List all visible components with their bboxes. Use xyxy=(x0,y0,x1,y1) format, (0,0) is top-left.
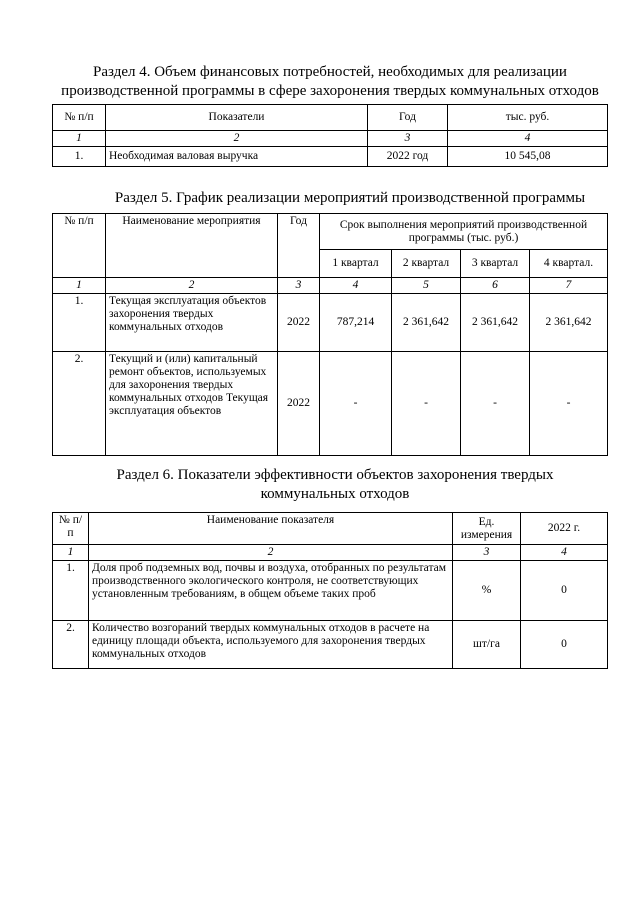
col-number: 6 xyxy=(461,278,530,294)
row-value: 0 xyxy=(521,561,608,621)
numbering-row xyxy=(53,545,608,561)
numbering-row xyxy=(53,131,608,147)
table-row xyxy=(53,294,608,352)
row-name: Доля проб подземных вод, почвы и воздуха, отобранных по результатам производственного экологического контроля, не соответствующих установленным требованиям, в общем объеме таких проб xyxy=(89,561,453,621)
section6-title: Раздел 6. Показатели эффективности объектов захоронения твердых коммунальных отходов xyxy=(116,467,554,502)
row-q2: - xyxy=(392,352,461,456)
table-row xyxy=(53,561,608,621)
table-header-row xyxy=(53,105,608,131)
header-indicator-name: Наименование показателя xyxy=(89,513,453,545)
section6-table xyxy=(52,512,608,669)
table-row xyxy=(53,621,608,669)
header-q3: 3 квартал xyxy=(461,250,530,278)
header-year: 2022 г. xyxy=(521,513,608,545)
col-number: 1 xyxy=(53,545,89,561)
row-value: 10 545,08 xyxy=(448,147,608,167)
row-num: 2. xyxy=(53,352,106,456)
row-year: 2022 xyxy=(278,352,320,456)
col-number: 4 xyxy=(320,278,392,294)
col-number: 3 xyxy=(453,545,521,561)
section5-table xyxy=(52,213,608,456)
col-number: 1 xyxy=(53,278,106,294)
row-name: Количество возгораний твердых коммунальных отходов в расчете на единицу площади объекта, используемого для захоронения твердых коммунальных отходов xyxy=(89,621,453,669)
row-q1: 787,214 xyxy=(320,294,392,352)
col-number: 1 xyxy=(53,131,106,147)
table-header-row xyxy=(53,513,608,545)
table-row xyxy=(53,147,608,167)
header-event-name: Наименование мероприятия xyxy=(106,214,278,278)
header-unit: Ед. измерения xyxy=(453,513,521,545)
header-value: тыс. руб. xyxy=(448,105,608,131)
col-number: 5 xyxy=(392,278,461,294)
section5-title: Раздел 5. График реализации мероприятий производственной программы xyxy=(114,190,586,206)
col-number: 3 xyxy=(278,278,320,294)
header-num: № п/п xyxy=(53,214,106,278)
header-num: № п/п xyxy=(53,105,106,131)
header-q1: 1 квартал xyxy=(320,250,392,278)
row-q3: 2 361,642 xyxy=(461,294,530,352)
row-unit: шт/га xyxy=(453,621,521,669)
header-q2: 2 квартал xyxy=(392,250,461,278)
row-name: Текущий и (или) капитальный ремонт объектов, используемых для захоронения твердых коммунальных отходов Текущая эксплуатация объектов xyxy=(106,352,278,456)
col-number: 2 xyxy=(106,131,368,147)
row-num: 1. xyxy=(53,561,89,621)
col-number: 2 xyxy=(106,278,278,294)
header-indicators: Показатели xyxy=(106,105,368,131)
header-term: Срок выполнения мероприятий производственной программы (тыс. руб.) xyxy=(320,214,608,250)
row-unit: % xyxy=(453,561,521,621)
row-q4: - xyxy=(530,352,608,456)
table-header-row xyxy=(53,214,608,250)
numbering-row xyxy=(53,278,608,294)
row-q3: - xyxy=(461,352,530,456)
section4-title: Раздел 4. Объем финансовых потребностей, необходимых для реализации производственной программы в сфере захоронения твердых коммунальных отходов xyxy=(61,64,599,99)
col-number: 4 xyxy=(448,131,608,147)
row-num: 2. xyxy=(53,621,89,669)
row-name: Текущая эксплуатация объектов захоронения твердых коммунальных отходов xyxy=(106,294,278,352)
header-num: № п/п xyxy=(53,513,89,545)
row-name: Необходимая валовая выручка xyxy=(106,147,368,167)
section4-table xyxy=(52,104,608,167)
row-num: 1. xyxy=(53,294,106,352)
header-q4: 4 квартал. xyxy=(530,250,608,278)
row-num: 1. xyxy=(53,147,106,167)
col-number: 2 xyxy=(89,545,453,561)
col-number: 7 xyxy=(530,278,608,294)
row-year: 2022 год xyxy=(368,147,448,167)
row-q2: 2 361,642 xyxy=(392,294,461,352)
row-q1: - xyxy=(320,352,392,456)
table-row xyxy=(53,352,608,456)
header-year: Год xyxy=(278,214,320,278)
row-q4: 2 361,642 xyxy=(530,294,608,352)
col-number: 4 xyxy=(521,545,608,561)
col-number: 3 xyxy=(368,131,448,147)
row-year: 2022 xyxy=(278,294,320,352)
header-year: Год xyxy=(368,105,448,131)
row-value: 0 xyxy=(521,621,608,669)
